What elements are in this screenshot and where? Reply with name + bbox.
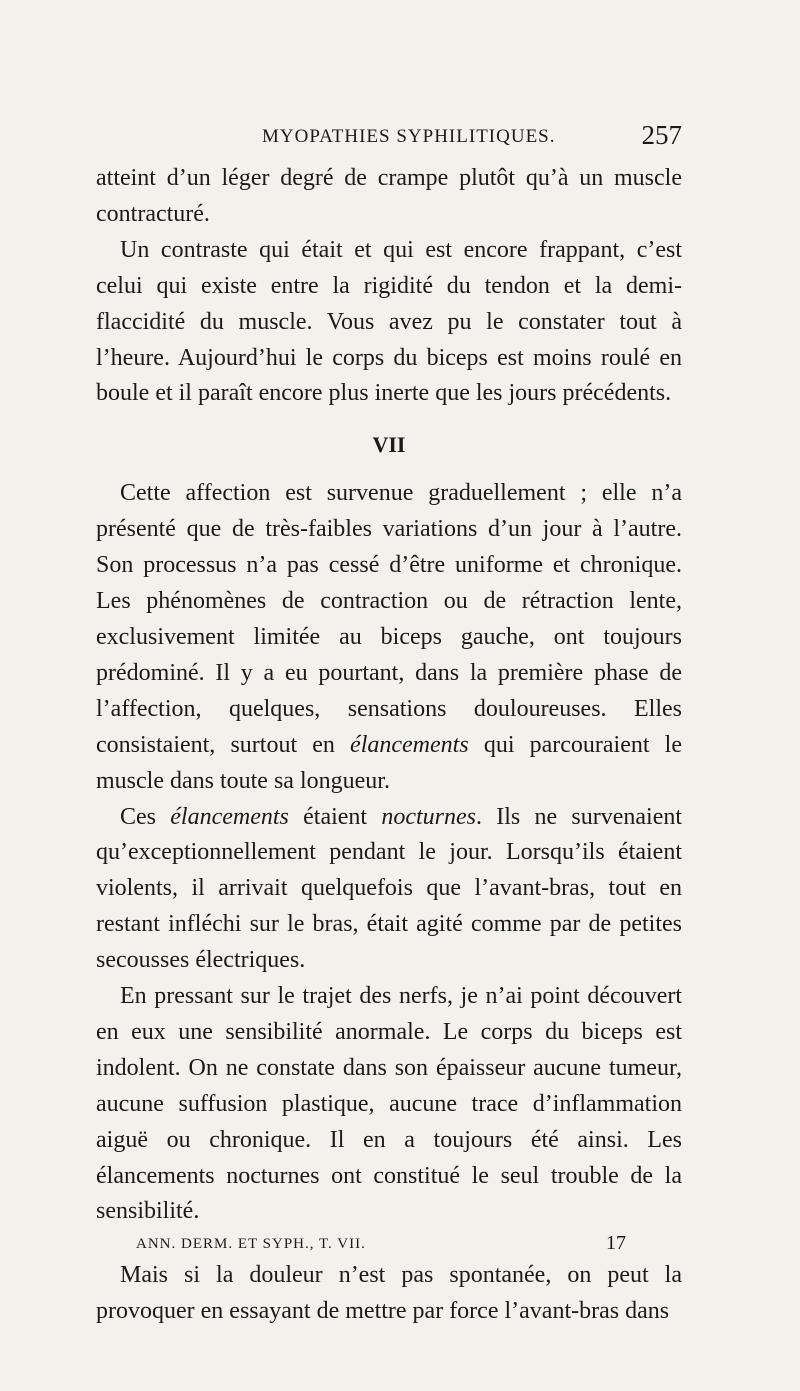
paragraph-4-end: . Ils ne survenaient qu’exceptionnellement pendant le jour. Lorsqu’ils étaient violents, il arrivait quelquefois que l’avant-bras, tout en restant infléchi sur le bras, était agité comme par de petites secousses électriques. (96, 803, 683, 974)
paragraph-3-italic: élancements (350, 731, 469, 758)
paragraph-3 (96, 476, 682, 799)
paragraph-4-mid: étaient (303, 803, 368, 830)
paragraph-3-end: qui parcouraient le muscle dans toute sa longueur. (96, 731, 683, 794)
paragraph-1: atteint d’un léger degré de crampe plutôt qu’à un muscle contracturé. (96, 165, 682, 227)
body-text (96, 161, 682, 1330)
journal-reference: ANN. DERM. ET SYPH., T. VII. (136, 1236, 366, 1252)
page-footer (136, 1232, 626, 1260)
running-title: MYOPATHIES SYPHILITIQUES. (262, 126, 556, 147)
paragraph-4-italic-2: nocturnes (381, 803, 476, 830)
paragraph-6: Mais si la douleur n’est pas spontanée, on peut la provoquer en essayant de mettre par force l’avant-bras dans (96, 1262, 682, 1325)
running-head (96, 120, 682, 154)
paragraph-4-italic-1: élancements (170, 803, 289, 830)
paragraph-2: Un contraste qui était et qui est encore frappant, c’est celui qui existe entre la rigidité du tendon et la demi-flaccidité du muscle. Vous avez pu le constater tout à l’heure. Aujourd’hui le corps du biceps est moins roulé en boule et il paraît encore plus inerte que les jours précédents. (96, 236, 682, 407)
paragraph-3-text: Cette affection est survenue graduellement ; elle n’a présenté que de très-faibles variations d’un jour à l’autre. Son processus n’a pas cessé d’être uniforme et chronique. Les phénomènes de contraction ou de rétraction lente, exclusivement limitée au biceps gauche, ont toujours prédominé. Il y a eu pourtant, dans la première phase de l’affection, quelques, sensations douloureuses. Elles consistaient, surtout en (96, 480, 682, 758)
paragraph-4 (96, 800, 682, 980)
page-number: 257 (641, 120, 682, 150)
signature-mark: 17 (606, 1232, 626, 1254)
section-heading: VII (372, 432, 406, 458)
paragraph-4-start: Ces (120, 803, 156, 830)
paragraph-5: En pressant sur le trajet des nerfs, je n’ai point découvert en eux une sensibilité anormale. Le corps du biceps est indolent. On ne constate dans son épaisseur aucune tumeur, aucune suffusion plastique, aucune trace d’inflammation aiguë ou chronique. Il en a toujours été ainsi. Les élancements nocturnes ont constitué le seul trouble de la sensibilité. (96, 983, 682, 1225)
